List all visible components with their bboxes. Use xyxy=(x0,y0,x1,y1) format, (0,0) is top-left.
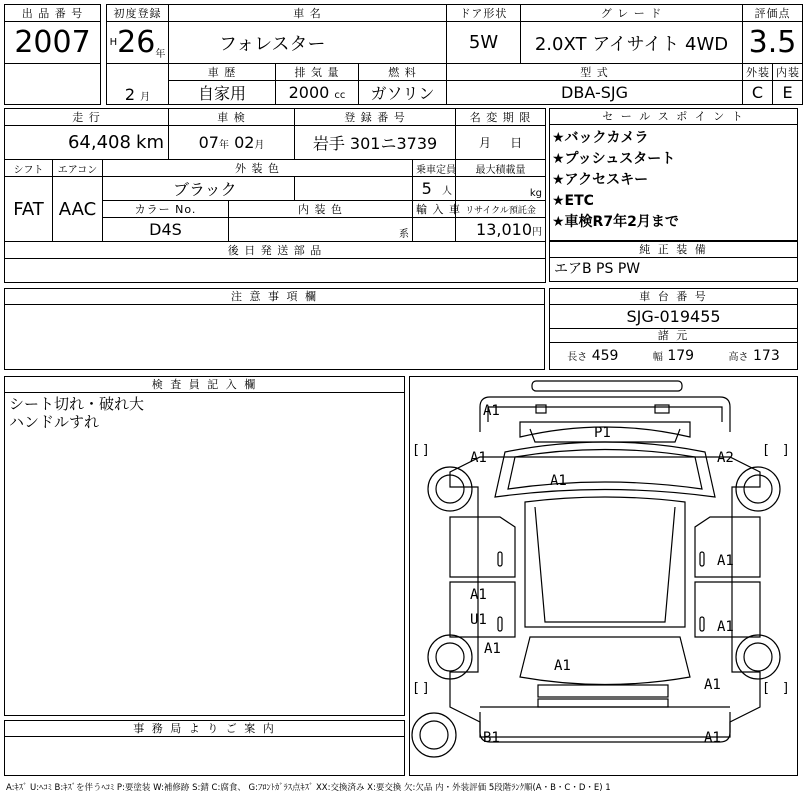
svg-text:]: ] xyxy=(782,443,790,458)
damage-front-left: A1 xyxy=(470,450,487,466)
sales-point-item: ★ETC xyxy=(552,193,594,209)
year-unit: 年 xyxy=(155,49,166,60)
specs-label: 諸 元 xyxy=(550,329,797,343)
damage-right-rear-door: A1 xyxy=(717,619,734,635)
width: 179 xyxy=(667,347,695,364)
sales-point-item: ★車検R7年2月まで xyxy=(552,214,679,230)
displacement: 2000 xyxy=(288,83,330,102)
damage-left-door: A1 xyxy=(470,587,487,603)
era: H xyxy=(109,37,118,48)
fuel-label: 燃 料 xyxy=(359,64,447,81)
damage-roof: A1 xyxy=(550,473,567,489)
damage-hood: P1 xyxy=(594,425,611,441)
ac-label: エアコン xyxy=(53,160,103,177)
damage-right-door: A1 xyxy=(717,553,734,569)
chassis-label: 車 台 番 号 xyxy=(550,289,797,305)
inspector-notes xyxy=(5,393,404,431)
load-unit: kg xyxy=(529,188,543,199)
mileage-unit: km xyxy=(136,132,165,153)
office-box xyxy=(4,720,405,776)
name-change-label: 名 変 期 限 xyxy=(456,109,546,126)
width-label: 幅 xyxy=(652,351,663,363)
damage-rear-right: A1 xyxy=(704,677,721,693)
door-type: 5W xyxy=(447,22,521,64)
int-color-unit: 系 xyxy=(399,229,410,240)
equipment-value: エアB PS PW xyxy=(554,261,641,277)
header-table xyxy=(4,4,803,105)
svg-text:[: [ xyxy=(412,443,420,458)
first-reg-year: 26 xyxy=(117,25,156,60)
car-diagram xyxy=(409,376,798,776)
int-grade: E xyxy=(773,81,803,105)
chassis-box xyxy=(549,288,798,370)
displacement-unit: cc xyxy=(334,90,346,101)
recycle-label: リサイクル預託金 xyxy=(456,201,546,218)
model-label: 型 式 xyxy=(447,64,743,81)
damage-left-door-dent: U1 xyxy=(470,612,487,628)
svg-text:]: ] xyxy=(422,443,430,458)
nc-month: 月 xyxy=(478,136,491,150)
insp-month: 02 xyxy=(234,133,255,152)
score-label: 評価点 xyxy=(743,5,803,22)
equipment-box xyxy=(549,241,798,282)
inspector-box xyxy=(4,376,405,716)
first-reg-month: 2 xyxy=(124,85,136,104)
shift: FAT xyxy=(5,177,53,242)
svg-text:]: ] xyxy=(422,681,430,696)
grade: 2.0XT アイサイト 4WD xyxy=(521,22,743,64)
score: 3.5 xyxy=(743,22,803,64)
damage-front-right: A2 xyxy=(717,450,734,466)
equipment-label: 純 正 装 備 xyxy=(550,242,797,258)
damage-rear: A1 xyxy=(554,658,571,674)
inspector-label: 検 査 員 記 入 欄 xyxy=(5,377,404,393)
length-label: 長さ xyxy=(567,351,588,363)
capacity-label: 乗車定員 xyxy=(413,160,456,177)
color-no-label: カラー No. xyxy=(103,201,229,218)
mileage: 64,408 xyxy=(67,132,131,153)
lot-label: 出 品 番 号 xyxy=(5,5,101,22)
recycle-fee: 13,010 xyxy=(476,220,533,239)
ext-grade: C xyxy=(743,81,773,105)
int-label: 内装 xyxy=(773,64,803,81)
int-color-label: 内 装 色 xyxy=(229,201,413,218)
month-unit: 月 xyxy=(140,92,151,103)
capacity: 5 xyxy=(421,179,432,198)
mileage-label: 走 行 xyxy=(5,109,169,126)
notes-box xyxy=(4,288,545,370)
damage-legend: A:ｷｽﾞ U:ﾍｺﾐ B:ｷｽﾞを伴うﾍｺﾐ P:要塗装 W:補修跡 S:錆 C:腐食、 G:ﾌﾛﾝﾄｶﾞﾗｽ点ｷｽﾞ XX:交換済み X:要交換 欠:欠品 内・外装評価 5段階ﾗﾝｸ順(A・B・C・D・E) 1 xyxy=(6,783,611,793)
svg-text:[: [ xyxy=(762,681,770,696)
import-label: 輸 入 車 xyxy=(413,201,456,218)
plate-label: 登 録 番 号 xyxy=(295,109,456,126)
damage-bumper-left: B1 xyxy=(483,730,500,746)
office-label: 事 務 局 よ り ご 案 内 xyxy=(5,721,404,737)
height: 173 xyxy=(753,347,780,364)
car-name: フォレスター xyxy=(169,22,447,64)
door-label: ドア形状 xyxy=(447,5,521,22)
svg-text:[: [ xyxy=(412,681,420,696)
insp-month-unit: 月 xyxy=(254,140,265,151)
plate-number: 岩手 301ニ3739 xyxy=(295,126,456,160)
model-code: DBA-SJG xyxy=(447,81,743,105)
height-label: 高さ xyxy=(728,351,749,363)
sales-point-item: ★アクセスキー xyxy=(552,172,649,188)
recycle-unit: 円 xyxy=(532,227,543,238)
lot-number: 2007 xyxy=(5,22,101,64)
exterior-color: ブラック xyxy=(103,177,295,201)
grade-label: グ レ ー ド xyxy=(521,5,743,22)
later-parts-field xyxy=(5,259,546,283)
history-label: 車 歴 xyxy=(169,64,276,81)
ac: AAC xyxy=(53,177,103,242)
sales-points-box xyxy=(549,108,798,241)
nc-day: 日 xyxy=(510,136,523,150)
vehicle-info-table xyxy=(4,108,546,283)
ext-label: 外装 xyxy=(743,64,773,81)
svg-text:[: [ xyxy=(762,443,770,458)
first-reg-label: 初度登録 xyxy=(107,5,169,22)
fuel: ガソリン xyxy=(359,81,447,105)
insp-year: 07 xyxy=(198,133,219,152)
inspector-note-line: ハンドルすれ xyxy=(9,413,100,431)
capacity-unit: 人 xyxy=(442,186,453,197)
notes-label: 注 意 事 項 欄 xyxy=(5,289,544,305)
history: 自家用 xyxy=(169,81,276,105)
damage-left-rear: A1 xyxy=(484,641,501,657)
inspector-note-line: シート切れ・破れ大 xyxy=(9,395,145,413)
damage-front-top: A1 xyxy=(483,403,500,419)
color-no: D4S xyxy=(103,218,229,242)
damage-bumper-right: A1 xyxy=(704,730,721,746)
sales-point-item: ★バックカメラ xyxy=(552,130,649,146)
sales-points-label: セ ー ル ス ポ イ ン ト xyxy=(550,109,797,125)
car-name-label: 車 名 xyxy=(169,5,447,22)
shift-label: シフト xyxy=(5,160,53,177)
inspection-label: 車 検 xyxy=(169,109,295,126)
color-label: 外 装 色 xyxy=(103,160,413,177)
displacement-label: 排 気 量 xyxy=(276,64,359,81)
later-parts-label: 後 日 発 送 部 品 xyxy=(5,242,546,259)
load-label: 最大積載量 xyxy=(456,160,546,177)
sales-points-list xyxy=(550,125,797,233)
svg-text:]: ] xyxy=(782,681,790,696)
sales-point-item: ★プッシュスタート xyxy=(552,151,676,167)
insp-year-unit: 年 xyxy=(218,140,229,151)
length: 459 xyxy=(591,347,619,364)
chassis-number: SJG-019455 xyxy=(550,305,797,329)
